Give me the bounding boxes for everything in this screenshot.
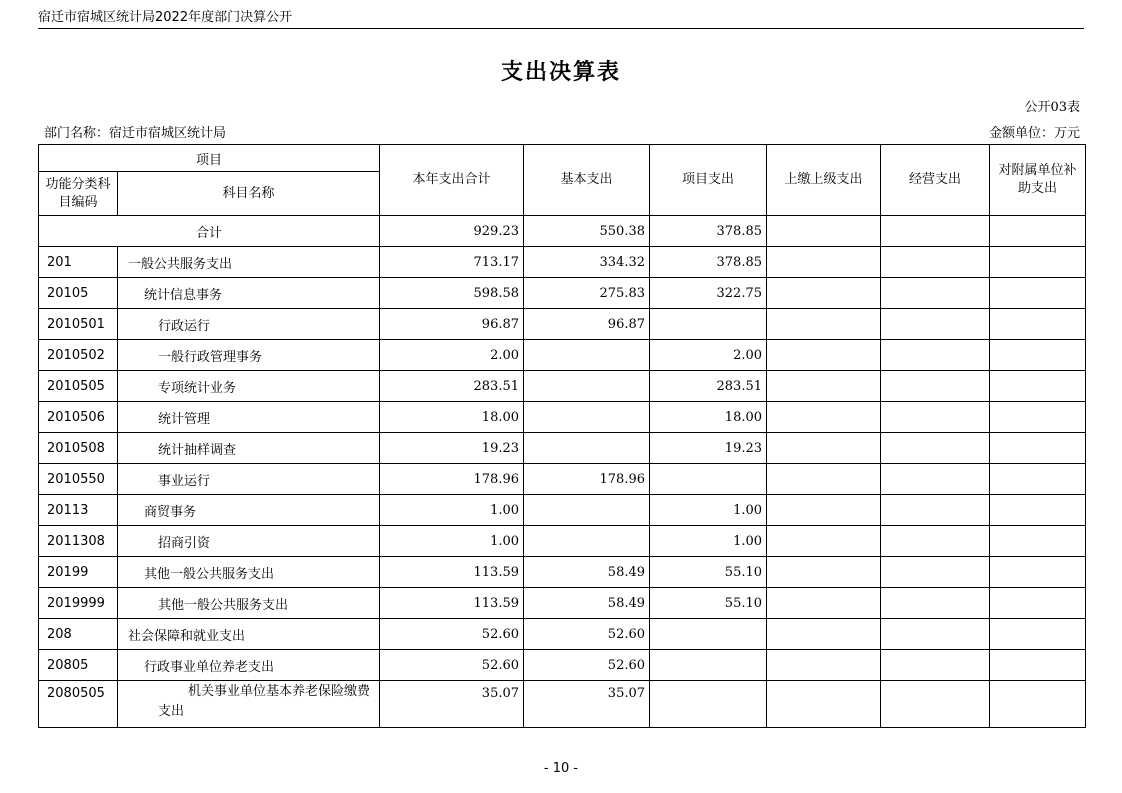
table-row bbox=[39, 495, 1086, 526]
header-code: 功能分类科目编码 bbox=[39, 172, 118, 216]
table-row bbox=[39, 371, 1086, 402]
row-basic: 58.49 bbox=[524, 588, 650, 619]
row-project bbox=[650, 619, 767, 650]
row-basic bbox=[524, 340, 650, 371]
row-name: 专项统计业务 bbox=[118, 371, 380, 402]
row-code: 20199 bbox=[39, 557, 118, 588]
row-code: 2010505 bbox=[39, 371, 118, 402]
row-code: 2010508 bbox=[39, 433, 118, 464]
table-row bbox=[39, 526, 1086, 557]
unit-label: 金额单位：万元 bbox=[988, 126, 1080, 141]
header-project-expenditure: 项目支出 bbox=[650, 145, 767, 216]
table-row bbox=[39, 619, 1086, 650]
row-total: 1.00 bbox=[380, 495, 524, 526]
row-project: 378.85 bbox=[650, 247, 767, 278]
header-subsidy: 对附属单位补助支出 bbox=[990, 145, 1086, 216]
table-row bbox=[39, 650, 1086, 681]
row-code: 2010506 bbox=[39, 402, 118, 433]
table-row bbox=[39, 402, 1086, 433]
total-row bbox=[39, 216, 1086, 247]
row-project: 18.00 bbox=[650, 402, 767, 433]
row-basic: 35.07 bbox=[524, 681, 650, 728]
row-project: 19.23 bbox=[650, 433, 767, 464]
table-row bbox=[39, 247, 1086, 278]
row-name: 统计管理 bbox=[118, 402, 380, 433]
row-code: 201 bbox=[39, 247, 118, 278]
row-name: 其他一般公共服务支出 bbox=[118, 588, 380, 619]
table-row bbox=[39, 340, 1086, 371]
row-basic: 52.60 bbox=[524, 650, 650, 681]
row-total: 283.51 bbox=[380, 371, 524, 402]
header-project: 项目 bbox=[39, 145, 380, 172]
row-code: 2010501 bbox=[39, 309, 118, 340]
page-title: 支出决算表 bbox=[500, 60, 621, 85]
row-project bbox=[650, 650, 767, 681]
row-project bbox=[650, 681, 767, 728]
row-total: 713.17 bbox=[380, 247, 524, 278]
row-total: 1.00 bbox=[380, 526, 524, 557]
row-total: 52.60 bbox=[380, 650, 524, 681]
expenditure-table bbox=[38, 144, 1086, 728]
row-basic bbox=[524, 526, 650, 557]
table-number: 公开03表 bbox=[1024, 100, 1080, 115]
row-project bbox=[650, 309, 767, 340]
total-project: 378.85 bbox=[650, 216, 767, 247]
row-project: 2.00 bbox=[650, 340, 767, 371]
row-total: 18.00 bbox=[380, 402, 524, 433]
page-number: - 10 - bbox=[543, 761, 579, 776]
row-project: 322.75 bbox=[650, 278, 767, 309]
row-total: 113.59 bbox=[380, 588, 524, 619]
table-row bbox=[39, 309, 1086, 340]
row-name: 社会保障和就业支出 bbox=[118, 619, 380, 650]
row-code: 20805 bbox=[39, 650, 118, 681]
row-basic: 58.49 bbox=[524, 557, 650, 588]
row-name: 招商引资 bbox=[118, 526, 380, 557]
table-row bbox=[39, 433, 1086, 464]
row-name: 其他一般公共服务支出 bbox=[118, 557, 380, 588]
row-name: 事业运行 bbox=[118, 464, 380, 495]
row-name: 机关事业单位基本养老保险缴费支出 bbox=[118, 681, 380, 728]
row-project: 55.10 bbox=[650, 557, 767, 588]
row-total: 52.60 bbox=[380, 619, 524, 650]
header-basic: 基本支出 bbox=[524, 145, 650, 216]
header-name: 科目名称 bbox=[118, 172, 380, 216]
row-name: 统计信息事务 bbox=[118, 278, 380, 309]
row-total: 96.87 bbox=[380, 309, 524, 340]
row-project: 1.00 bbox=[650, 526, 767, 557]
row-name: 统计抽样调查 bbox=[118, 433, 380, 464]
row-name: 商贸事务 bbox=[118, 495, 380, 526]
row-code: 208 bbox=[39, 619, 118, 650]
row-basic: 334.32 bbox=[524, 247, 650, 278]
department-label: 部门名称：宿迁市宿城区统计局 bbox=[44, 126, 227, 141]
row-basic: 178.96 bbox=[524, 464, 650, 495]
row-code: 20105 bbox=[39, 278, 118, 309]
row-basic bbox=[524, 371, 650, 402]
header-text: 宿迁市宿城区统计局2022年度部门决算公开 bbox=[38, 10, 293, 25]
table-row bbox=[39, 557, 1086, 588]
row-name: 一般公共服务支出 bbox=[118, 247, 380, 278]
row-total: 35.07 bbox=[380, 681, 524, 728]
total-label: 合计 bbox=[39, 216, 380, 247]
table-row bbox=[39, 464, 1086, 495]
row-total: 2.00 bbox=[380, 340, 524, 371]
row-total: 598.58 bbox=[380, 278, 524, 309]
row-basic: 52.60 bbox=[524, 619, 650, 650]
row-code: 2080505 bbox=[39, 681, 118, 728]
row-project: 55.10 bbox=[650, 588, 767, 619]
header-business: 经营支出 bbox=[881, 145, 990, 216]
row-basic bbox=[524, 433, 650, 464]
row-project: 1.00 bbox=[650, 495, 767, 526]
row-project: 283.51 bbox=[650, 371, 767, 402]
row-basic bbox=[524, 495, 650, 526]
row-name: 行政运行 bbox=[118, 309, 380, 340]
row-code: 2010502 bbox=[39, 340, 118, 371]
row-total: 19.23 bbox=[380, 433, 524, 464]
header-total: 本年支出合计 bbox=[380, 145, 524, 216]
row-name: 一般行政管理事务 bbox=[118, 340, 380, 371]
row-total: 178.96 bbox=[380, 464, 524, 495]
row-code: 20113 bbox=[39, 495, 118, 526]
row-basic: 96.87 bbox=[524, 309, 650, 340]
total-amount: 929.23 bbox=[380, 216, 524, 247]
row-code: 2019999 bbox=[39, 588, 118, 619]
table-row bbox=[39, 278, 1086, 309]
table-row bbox=[39, 588, 1086, 619]
row-basic: 275.83 bbox=[524, 278, 650, 309]
row-total: 113.59 bbox=[380, 557, 524, 588]
row-code: 2011308 bbox=[39, 526, 118, 557]
header-upper-payment: 上缴上级支出 bbox=[767, 145, 881, 216]
row-code: 2010550 bbox=[39, 464, 118, 495]
document-header bbox=[38, 8, 1084, 29]
table-row bbox=[39, 681, 1086, 728]
total-basic: 550.38 bbox=[524, 216, 650, 247]
row-basic bbox=[524, 402, 650, 433]
row-project bbox=[650, 464, 767, 495]
row-name: 行政事业单位养老支出 bbox=[118, 650, 380, 681]
